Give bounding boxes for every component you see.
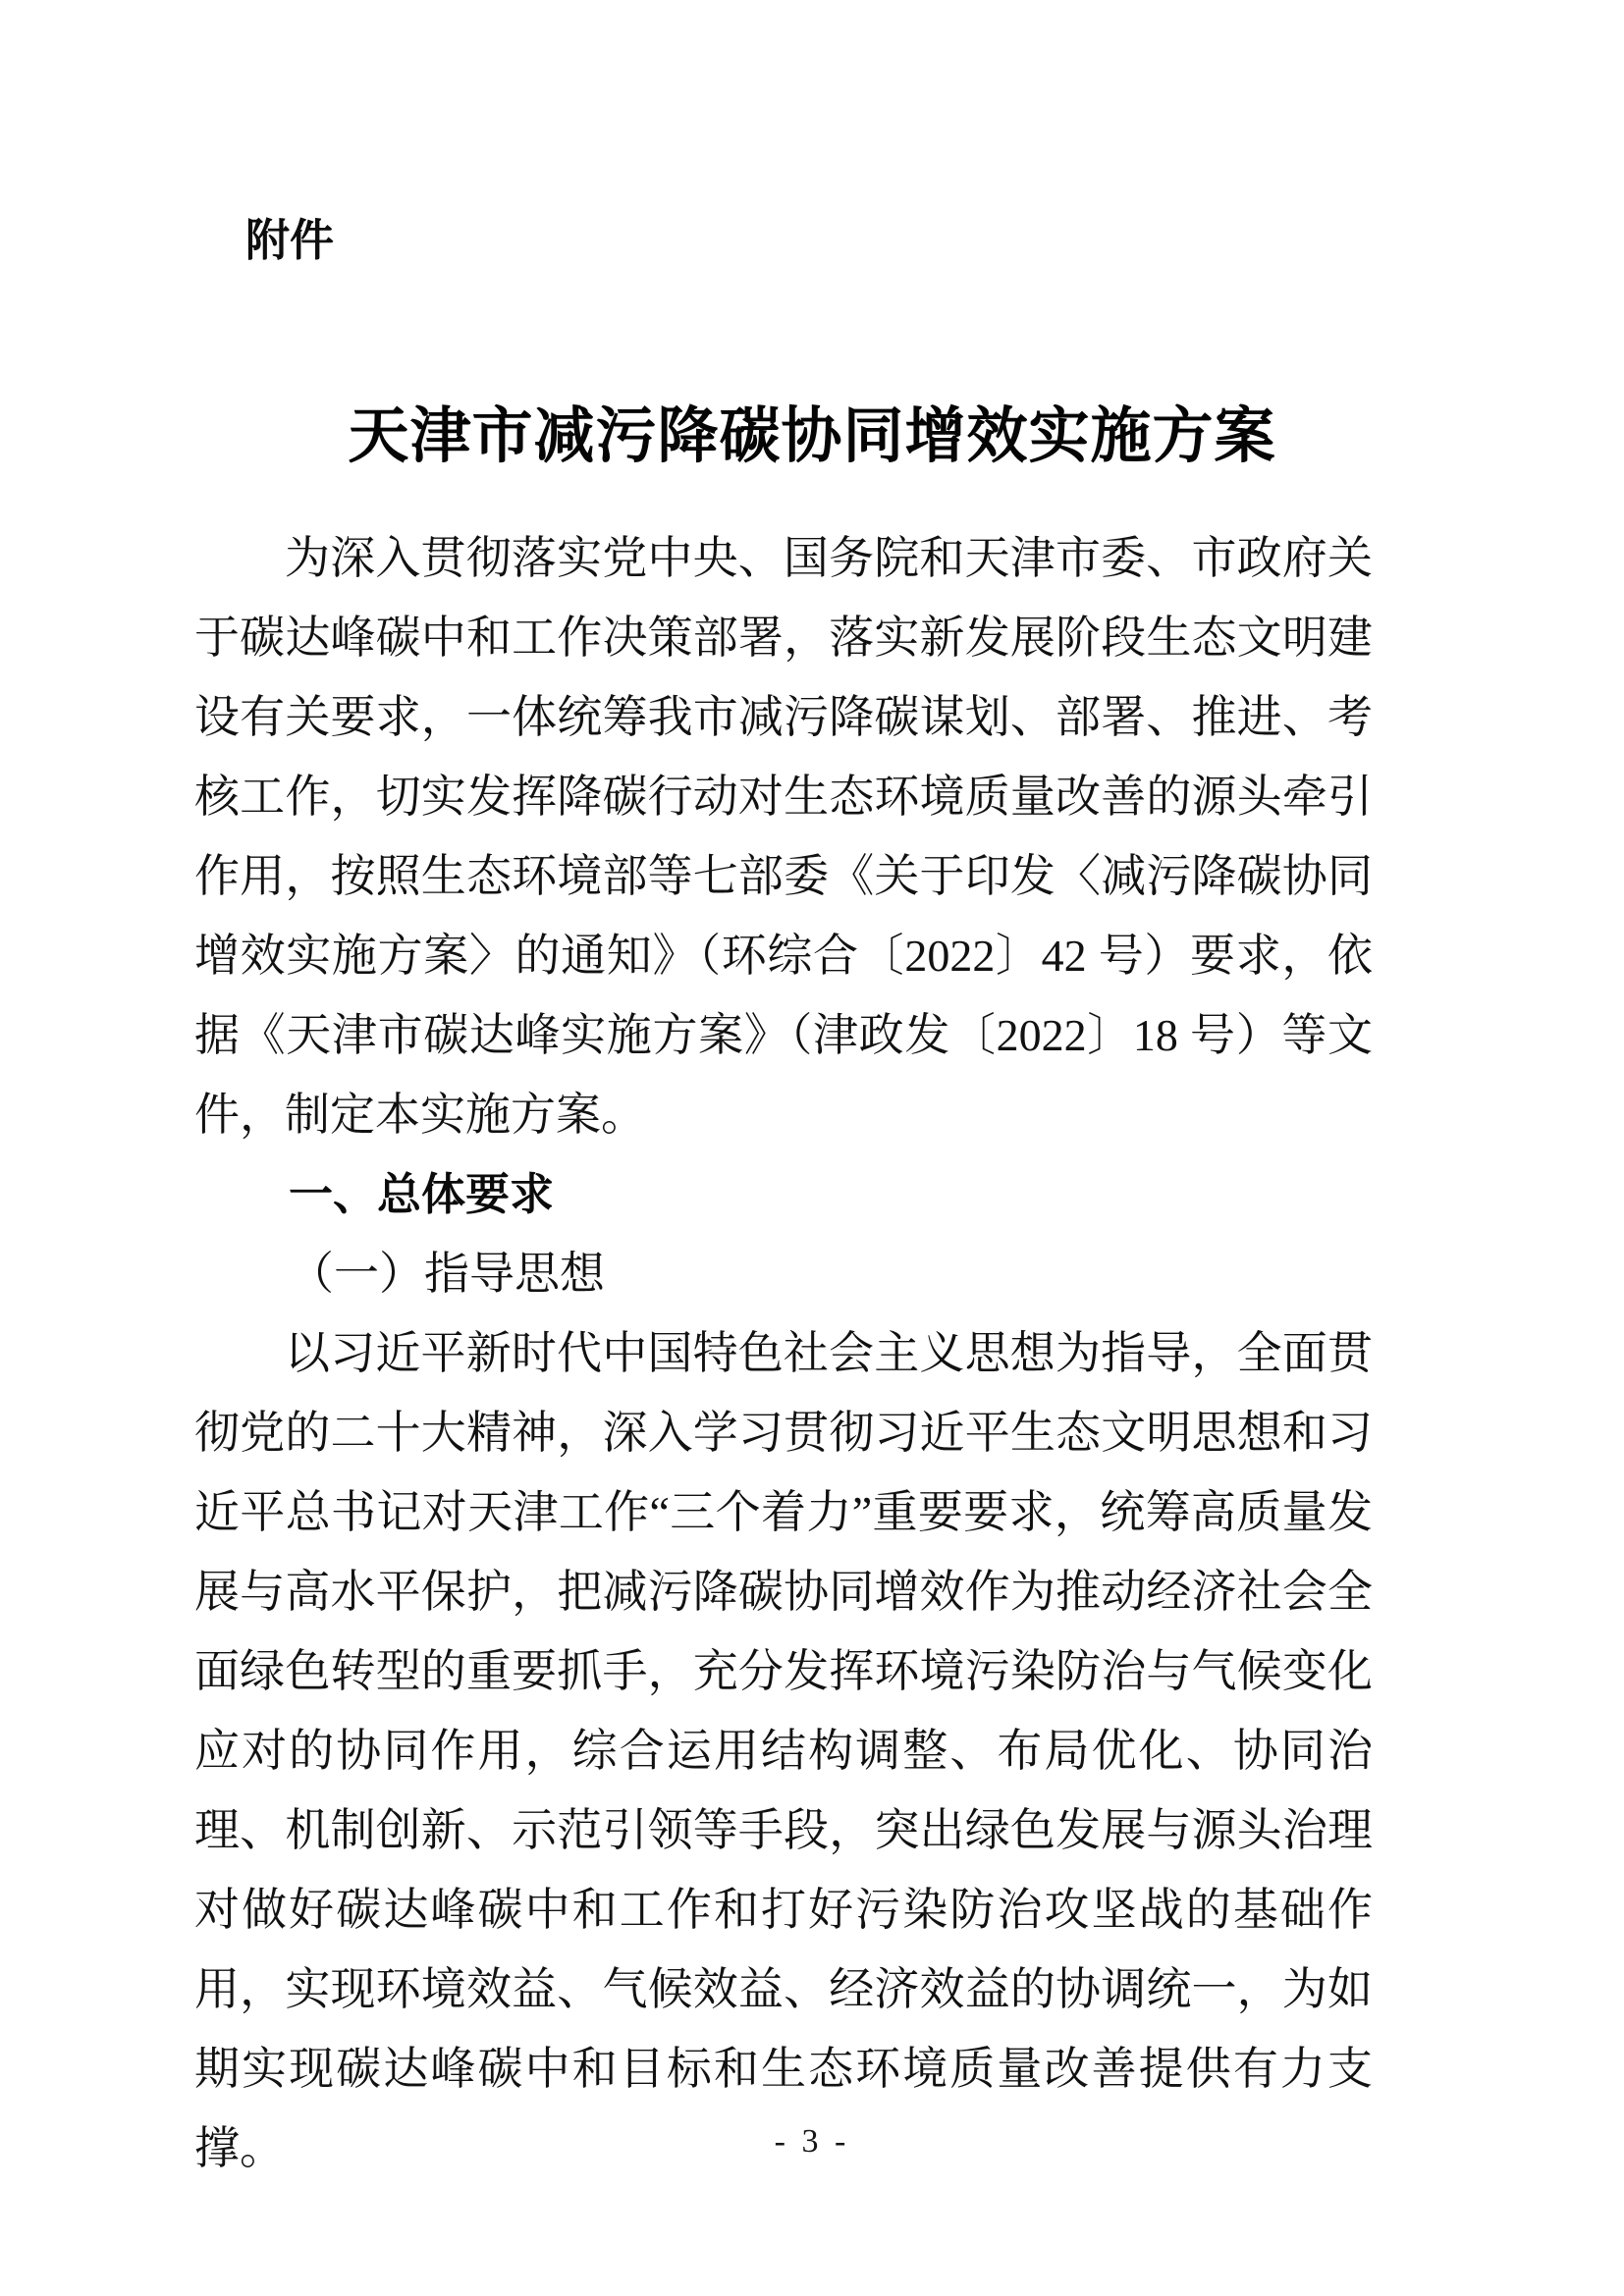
section-heading-overall-requirements: 一、总体要求 (289, 1169, 555, 1219)
guiding-ideology-paragraph: 以习近平新时代中国特色社会主义思想为指导，全面贯彻党的二十大精神，深入学习贯彻习近平生态文明思想和习近平总书记对天津工作“三个着力”重要要求，统筹高质量发展与高水平保护，把减污降碳协同增效作为推动经济社会全面绿色转型的重要抓手，充分发挥环境污染防治与气候变化应对的协同作用，综合运用结构调整、布局优化、协同治理、机制创新、示范引领等手段，突出绿色发展与源头治理对做好碳达峰碳中和工作和打好污染防治攻坚战的基础作用，实现环境效益、气候效益、经济效益的协调统一，为如期实现碳达峰碳中和目标和生态环境质量改善提供有力支撑。 (194, 1328, 1373, 2173)
intro-paragraph: 为深入贯彻落实党中央、国务院和天津市委、市政府关于碳达峰碳中和工作决策部署，落实新发展阶段生态文明建设有关要求，一体统筹我市减污降碳谋划、部署、推进、考核工作，切实发挥降碳行动对生态环境质量改善的源头牵引作用，按照生态环境部等七部委《关于印发〈减污降碳协同增效实施方案〉的通知》（环综合〔2022〕42 号）要求，依据《天津市碳达峰实施方案》（津政发〔2022〕18 号）等文件，制定本实施方案。 (194, 533, 1373, 1140)
page-number: - 3 - (774, 2123, 850, 2160)
attachment-label: 附件 (245, 215, 335, 265)
document-title: 天津市减污降碳协同增效实施方案 (348, 402, 1276, 470)
document-body (194, 518, 1373, 2188)
subsection-heading-guiding-ideology: （一）指导思想 (289, 1249, 605, 1299)
